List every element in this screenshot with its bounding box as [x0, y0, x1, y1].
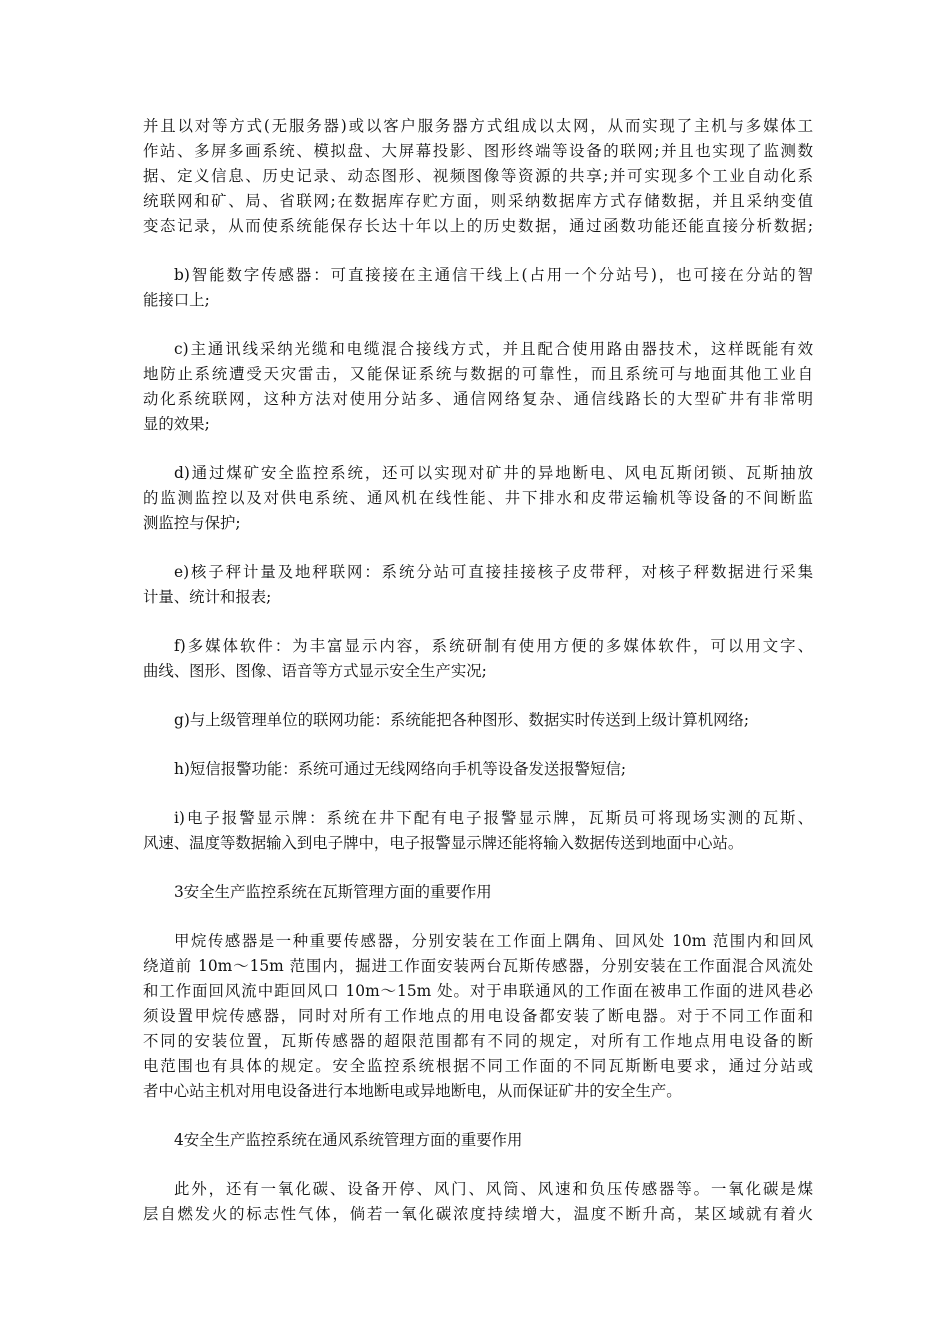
text-line: 不同的安装位置，瓦斯传感器的超限范围都有不同的规定，对所有工作地点用电设备的断	[143, 1032, 813, 1050]
text-line: 能接口上;	[143, 291, 210, 309]
text-line: d)通过煤矿安全监控系统，还可以实现对矿井的异地断电、风电瓦斯闭锁、瓦斯抽放	[174, 464, 813, 482]
text-line: 电范围也有具体的规定。安全监控系统根据不同工作面的不同瓦斯断电要求，通过分站或	[143, 1057, 813, 1075]
text-line: 据、定义信息、历史记录、动态图形、视频图像等资源的共享;并可实现多个工业自动化系	[143, 167, 813, 185]
paragraph-item-i	[143, 806, 813, 856]
paragraph-item-e	[143, 560, 813, 610]
text-line: 风速、温度等数据输入到电子牌中，电子报警显示牌还能将输入数据传送到地面中心站。	[143, 834, 744, 852]
heading-text: 4安全生产监控系统在通风系统管理方面的重要作用	[174, 1131, 523, 1149]
text-line: 层自燃发火的标志性气体，倘若一氧化碳浓度持续增大，温度不断升高，某区域就有着火	[143, 1205, 813, 1223]
paragraph-item-h	[143, 757, 813, 782]
text-line: 和工作面回风流中距回风口 10m～15m 处。对于串联通风的工作面在被串工作面的进风巷必	[143, 982, 813, 1000]
text-line: i)电子报警显示牌：系统在井下配有电子报警显示牌，瓦斯员可将现场实测的瓦斯、	[174, 809, 813, 827]
text-line: 地防止系统遭受天灾雷击，又能保证系统与数据的可靠性，而且系统可与地面其他工业自	[143, 365, 813, 383]
text-line: h)短信报警功能：系统可通过无线网络向手机等设备发送报警短信;	[174, 760, 627, 778]
text-line: f)多媒体软件：为丰富显示内容，系统研制有使用方便的多媒体软件，可以用文字、	[174, 637, 813, 655]
text-line: 作站、多屏多画系统、模拟盘、大屏幕投影、图形终端等设备的联网;并且也实现了监测数	[143, 142, 813, 160]
text-line: c)主通讯线采纳光缆和电缆混合接线方式，并且配合使用路由器技术，这样既能有效	[174, 340, 813, 358]
paragraph-methane	[143, 929, 813, 1104]
text-line: g)与上级管理单位的联网功能：系统能把各种图形、数据实时传送到上级计算机网络;	[174, 711, 750, 729]
text-line: 并且以对等方式(无服务器)或以客户服务器方式组成以太网，从而实现了主机与多媒体工	[143, 117, 813, 135]
section-heading-ventilation	[143, 1128, 813, 1153]
text-line: 者中心站主机对用电设备进行本地断电或异地断电，从而保证矿井的安全生产。	[143, 1082, 682, 1100]
text-line: 统联网和矿、局、省联网;在数据库存贮方面，则采纳数据库方式存储数据，并且采纳变值	[143, 192, 813, 210]
paragraph-item-f	[143, 634, 813, 684]
text-line: 曲线、图形、图像、语音等方式显示安全生产实况;	[143, 662, 487, 680]
text-line: b)智能数字传感器：可直接接在主通信干线上(占用一个分站号)，也可接在分站的智	[174, 266, 813, 284]
text-line: e)核子秤计量及地秤联网：系统分站可直接挂接核子皮带秤，对核子秤数据进行采集	[174, 563, 813, 581]
text-line: 的监测监控以及对供电系统、通风机在线性能、井下排水和皮带运输机等设备的不间断监	[143, 489, 813, 507]
paragraph-network	[143, 114, 813, 239]
paragraph-item-d	[143, 461, 813, 536]
text-line: 此外，还有一氧化碳、设备开停、风门、风筒、风速和负压传感器等。一氧化碳是煤	[174, 1180, 813, 1198]
text-line: 须设置甲烷传感器，同时对所有工作地点的用电设备都安装了断电器。对于不同工作面和	[143, 1007, 813, 1025]
text-line: 甲烷传感器是一种重要传感器，分别安装在工作面上隅角、回风处 10m 范围内和回风	[174, 932, 813, 950]
text-line: 绕道前 10m～15m 范围内，掘进工作面安装两台瓦斯传感器，分别安装在工作面混合风流处	[143, 957, 813, 975]
text-line: 测监控与保护;	[143, 514, 241, 532]
text-line: 计量、统计和报表;	[143, 588, 272, 606]
heading-text: 3安全生产监控系统在瓦斯管理方面的重要作用	[174, 883, 492, 901]
text-line: 变态记录，从而使系统能保存长达十年以上的历史数据，通过函数功能还能直接分析数据;	[143, 217, 813, 235]
paragraph-item-g	[143, 708, 813, 733]
paragraph-item-b	[143, 263, 813, 313]
paragraph-item-c	[143, 337, 813, 437]
document-body	[143, 114, 813, 1227]
text-line: 显的效果;	[143, 415, 210, 433]
section-heading-gas	[143, 880, 813, 905]
text-line: 动化系统联网，这种方法对使用分站多、通信网络复杂、通信线路长的大型矿井有非常明	[143, 390, 813, 408]
paragraph-carbon-monoxide	[143, 1177, 813, 1227]
